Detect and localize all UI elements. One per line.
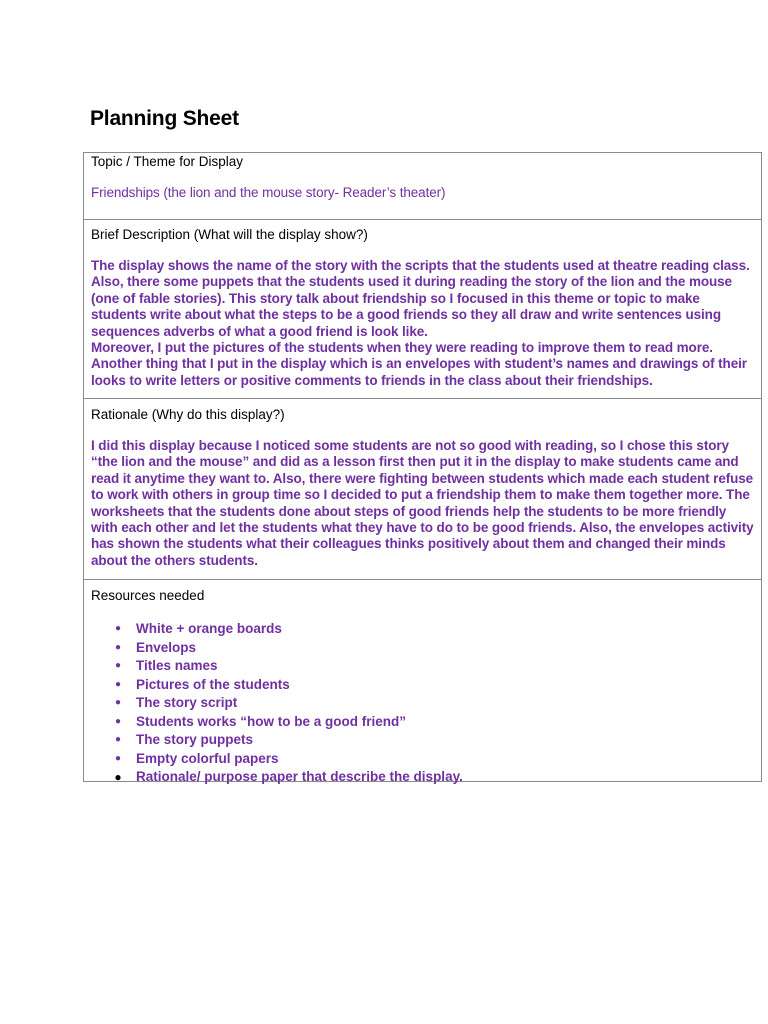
bullet-icon: ● — [114, 623, 122, 634]
bullet-icon: ● — [114, 770, 122, 784]
bullet-icon: ● — [114, 678, 122, 690]
topic-paragraph: Friendships (the lion and the mouse story- Reader’s theater) — [91, 185, 446, 200]
list-item-label: Empty colorful papers — [136, 750, 279, 766]
planning-table — [83, 152, 762, 782]
list-item — [91, 768, 755, 787]
bullet-icon: ● — [114, 697, 122, 708]
description-paragraph-2: Moreover, I put the pictures of the students when they were reading to improve them to read more. Another thing that I put in the display which is an envelopes with student’s names and drawings of their looks to write letters or positive comments to friends in the class about their friendships. — [91, 340, 747, 388]
list-item-label: The story script — [136, 695, 238, 710]
list-item-label: Titles names — [136, 658, 218, 673]
topic-text — [91, 185, 755, 201]
list-item — [91, 639, 755, 658]
list-item — [91, 694, 755, 713]
rationale-paragraph: I did this display because I noticed some students are not so good with reading, so I chose this story “the lion and the mouse” and did as a lesson first then put it in the display to make students came and read it anytime they want to. Also, there were fighting between students which made each student refuse to work with others in group time so I decided to put a friendship them to make them together more. The worksheets that the students done about steps of good friends help the students to be more friendly with each other and let the students what they have to do to be good friends. Also, the envelopes activity has shown the students what their colleagues thinks positively about them and changed their minds about the others students. — [91, 438, 754, 568]
topic-section — [84, 153, 761, 219]
list-item — [91, 676, 755, 695]
bullet-icon: ● — [114, 641, 122, 653]
resources-section — [84, 579, 761, 784]
list-item-label: The story puppets — [136, 732, 254, 747]
list-item-label: Rationale/ purpose paper that describe the display. — [136, 769, 463, 784]
description-paragraph-1: The display shows the name of the story with the scripts that the students used at theatre reading class. Also, there some puppets that the students used it during reading the story of the lion and the mouse (one of fable stories). This story talk about friendship so I focused in this theme or topic to make students write about what the steps to be a good friends so they all draw and write sentences using sequences adverbs of what a good friend is look like. — [91, 258, 750, 339]
bullet-icon: ● — [114, 660, 122, 671]
bullet-icon: ● — [114, 715, 122, 727]
list-item — [91, 620, 755, 639]
description-section — [84, 219, 761, 398]
bullet-icon: ● — [114, 752, 122, 764]
description-text — [91, 258, 755, 389]
rationale-heading: Rationale (Why do this display?) — [91, 407, 285, 422]
topic-heading: Topic / Theme for Display — [91, 154, 244, 169]
resources-list — [91, 620, 755, 787]
page-title: Planning Sheet — [90, 107, 239, 130]
bullet-icon: ● — [114, 734, 122, 745]
rationale-text — [91, 438, 755, 569]
description-heading: Brief Description (What will the display show?) — [91, 227, 368, 242]
list-item-label: Students works “how to be a good friend” — [136, 713, 407, 729]
list-item — [91, 657, 755, 676]
list-item-label: White + orange boards — [136, 621, 282, 636]
list-item — [91, 731, 755, 750]
list-item — [91, 713, 755, 732]
list-item-label: Envelops — [136, 639, 197, 655]
rationale-section — [84, 398, 761, 579]
list-item — [91, 750, 755, 769]
list-item-label: Pictures of the students — [136, 676, 290, 692]
resources-heading: Resources needed — [91, 588, 205, 603]
